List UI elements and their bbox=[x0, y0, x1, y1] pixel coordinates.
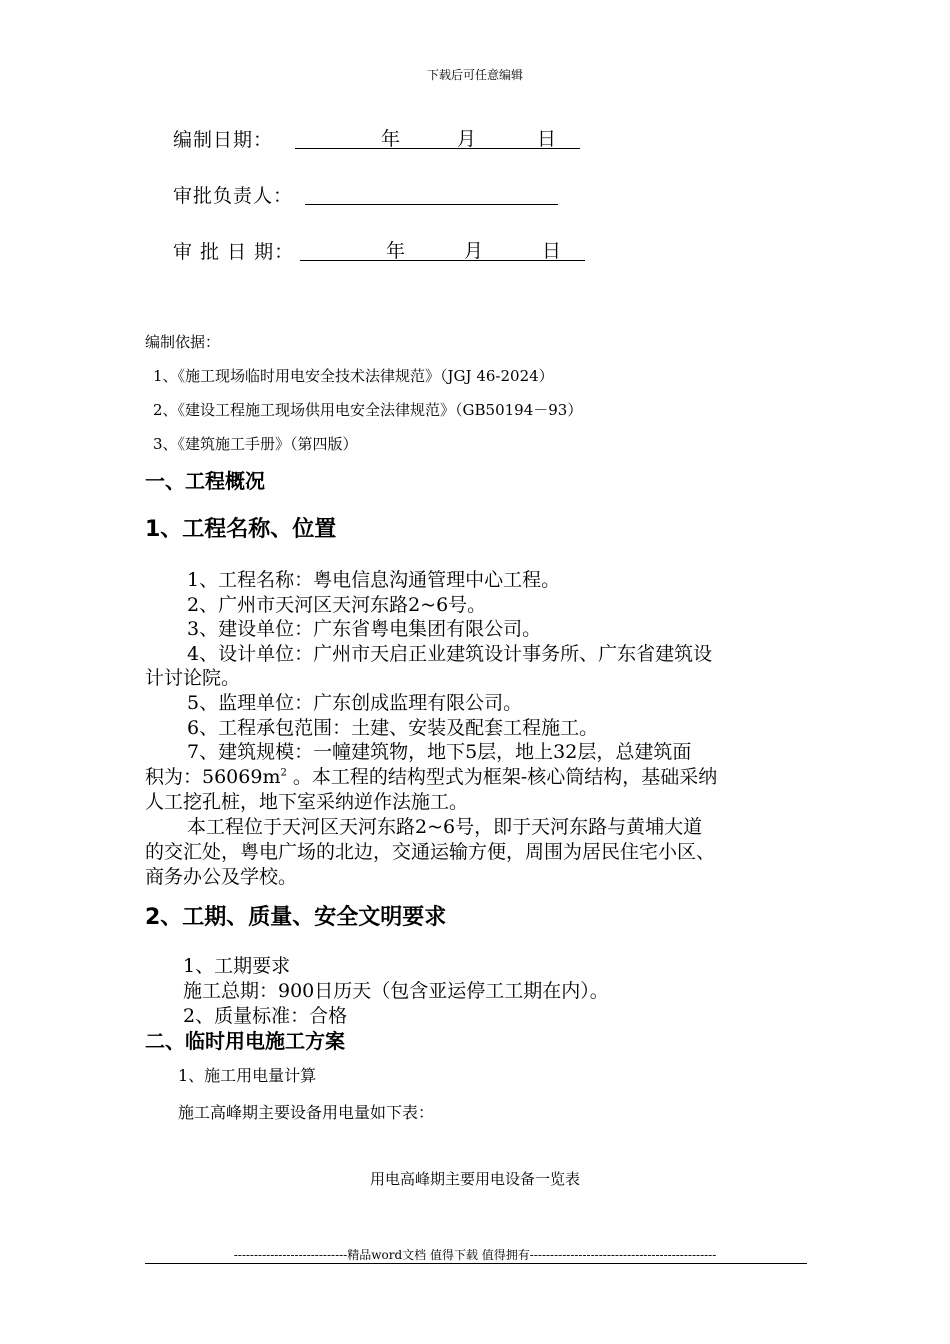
structure-text: 。本工程的结构型式为框架-核心筒结构，基础采纳 bbox=[286, 766, 718, 788]
compile-date-month: 月 bbox=[457, 128, 477, 150]
compile-date-day: 日 bbox=[537, 128, 557, 150]
section2-heading: 二、临时用电施工方案 bbox=[145, 1029, 345, 1053]
basis-item: 3、《建筑施工手册》（第四版） bbox=[153, 435, 358, 453]
section1-heading: 一、工程概况 bbox=[145, 469, 265, 493]
approve-date-year: 年 bbox=[386, 240, 406, 262]
basis-title: 编制依据： bbox=[145, 333, 221, 351]
project-line: 1、工程名称：粤电信息沟通管理中心工程。 bbox=[187, 569, 561, 591]
table-caption: 用电高峰期主要用电设备一览表 bbox=[369, 1170, 580, 1188]
footer-text: ----------------------------精品word文档 值得下载 值得拥有---------------------------------------------- bbox=[233, 1248, 717, 1262]
approve-date-field[interactable] bbox=[300, 236, 585, 261]
approve-date-day: 日 bbox=[542, 240, 562, 262]
area-superscript: 2 bbox=[280, 767, 287, 779]
footer-rule bbox=[145, 1263, 807, 1264]
approver-field[interactable] bbox=[305, 180, 558, 205]
project-line: 7、建筑规模：一幢建筑物，地下5层，地上32层，总建筑面 bbox=[187, 741, 692, 763]
project-line: 3、建设单位：广东省粤电集团有限公司。 bbox=[187, 618, 542, 640]
approve-date-month: 月 bbox=[464, 240, 484, 262]
project-line: 本工程位于天河区天河东路2~6号，即于天河东路与黄埔大道 bbox=[187, 816, 703, 838]
schedule-line: 施工总期：900日历天（包含亚运停工工期在内）。 bbox=[183, 980, 609, 1002]
schedule-line: 1、工期要求 bbox=[183, 955, 291, 977]
basis-item: 1、《施工现场临时用电安全技术法律规范》（JGJ 46-2024） bbox=[153, 367, 554, 385]
sub2-heading: 2、工期、质量、安全文明要求 bbox=[145, 905, 447, 930]
top-note: 下载后可任意编辑 bbox=[426, 68, 523, 82]
power-calc-line: 1、施工用电量计算 bbox=[178, 1066, 317, 1085]
approver-label: 审批负责人： bbox=[173, 185, 294, 207]
project-line: 5、监理单位：广东创成监理有限公司。 bbox=[187, 692, 523, 714]
project-line: 2、广州市天河区天河东路2~6号。 bbox=[187, 594, 487, 616]
compile-date-field[interactable] bbox=[295, 124, 580, 149]
project-line: 商务办公及学校。 bbox=[145, 866, 298, 888]
project-line bbox=[145, 762, 717, 789]
approve-date-label: 审 批 日 期： bbox=[173, 241, 295, 263]
sub1-heading: 1、工程名称、位置 bbox=[145, 517, 337, 542]
project-line: 计讨论院。 bbox=[145, 667, 241, 689]
basis-item: 2、《建设工程施工现场供用电安全法律规范》（GB50194－93） bbox=[153, 401, 583, 419]
project-line: 人工挖孔桩，地下室采纳逆作法施工。 bbox=[145, 791, 469, 813]
project-line: 6、工程承包范围：土建、安装及配套工程施工。 bbox=[187, 717, 599, 739]
power-table-intro: 施工高峰期主要设备用电量如下表： bbox=[178, 1103, 435, 1122]
compile-date-year: 年 bbox=[381, 128, 401, 150]
project-line: 的交汇处，粤电广场的北边，交通运输方便，周围为居民住宅小区、 bbox=[145, 841, 716, 863]
compile-date-label: 编制日期： bbox=[173, 129, 274, 151]
project-line: 4、设计单位：广州市天启正业建筑设计事务所、广东省建筑设 bbox=[187, 643, 713, 665]
area-text: 积为：56069m bbox=[145, 766, 281, 788]
quality-line: 2、质量标准：合格 bbox=[183, 1005, 348, 1027]
